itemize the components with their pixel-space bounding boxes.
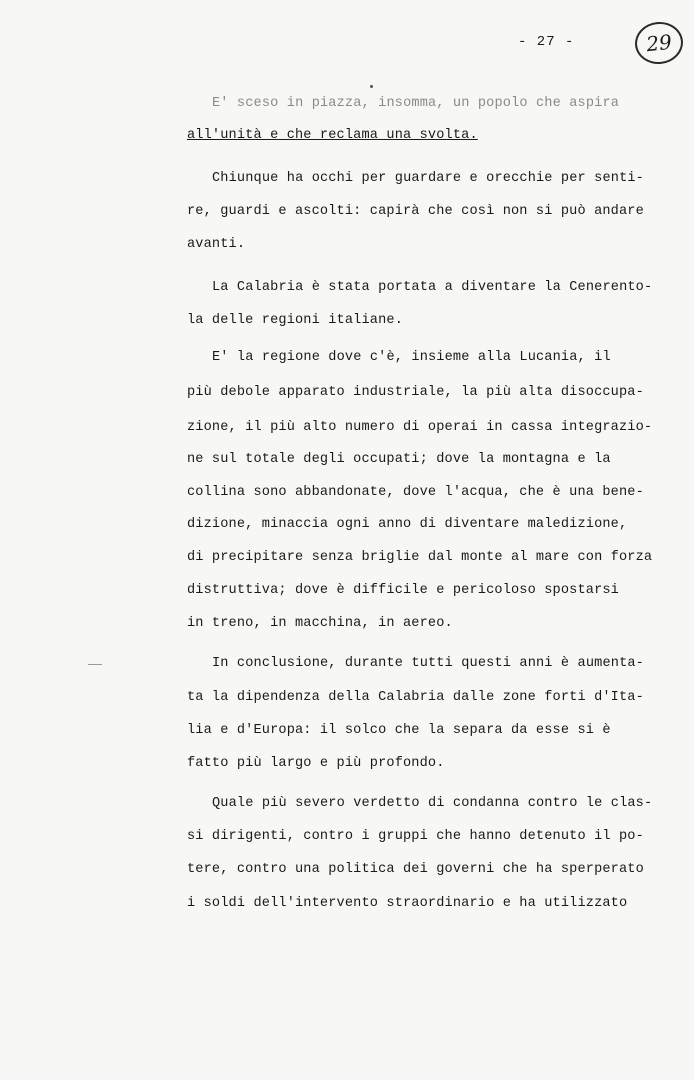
text-line: si dirigenti, contro i gruppi che hanno detenuto il po-	[187, 829, 644, 844]
text-line: ne sul totale degli occupati; dove la montagna e la	[187, 452, 611, 467]
text-line: re, guardi e ascolti: capirà che così non si può andare	[187, 204, 644, 219]
text-line: dizione, minaccia ogni anno di diventare maledizione,	[187, 517, 628, 532]
text-line: fatto più largo e più profondo.	[187, 756, 445, 771]
text-line: di precipitare senza briglie dal monte al mare con forza	[187, 550, 653, 565]
ink-speck	[370, 85, 373, 88]
folio-stamp: 29	[633, 20, 685, 67]
page-number: - 27 -	[518, 34, 575, 50]
text-line: in treno, in macchina, in aereo.	[187, 616, 453, 631]
text-line: Quale più severo verdetto di condanna contro le clas-	[212, 796, 653, 811]
text-line: i soldi dell'intervento straordinario e ha utilizzato	[187, 896, 628, 911]
text-line: ta la dipendenza della Calabria dalle zone forti d'Ita-	[187, 690, 644, 705]
text-line: La Calabria è stata portata a diventare la Cenerento-	[212, 280, 653, 295]
text-line: E' la regione dove c'è, insieme alla Lucania, il	[212, 350, 611, 365]
margin-mark	[88, 664, 102, 665]
text-line: all'unità e che reclama una svolta.	[187, 128, 478, 143]
text-line: tere, contro una politica dei governi che ha sperperato	[187, 862, 644, 877]
text-line: collina sono abbandonate, dove l'acqua, che è una bene-	[187, 485, 644, 500]
text-line: Chiunque ha occhi per guardare e orecchie per senti-	[212, 171, 644, 186]
text-line: distruttiva; dove è difficile e pericoloso spostarsi	[187, 583, 619, 598]
text-line: lia e d'Europa: il solco che la separa da esse si è	[187, 723, 611, 738]
text-line: più debole apparato industriale, la più alta disoccupa-	[187, 385, 644, 400]
text-line: In conclusione, durante tutti questi anni è aumenta-	[212, 656, 644, 671]
text-line: la delle regioni italiane.	[187, 313, 403, 328]
text-line: E' sceso in piazza, insomma, un popolo che aspira	[212, 96, 620, 111]
text-line: avanti.	[187, 237, 246, 252]
text-line: zione, il più alto numero di operai in cassa integrazio-	[187, 420, 653, 435]
